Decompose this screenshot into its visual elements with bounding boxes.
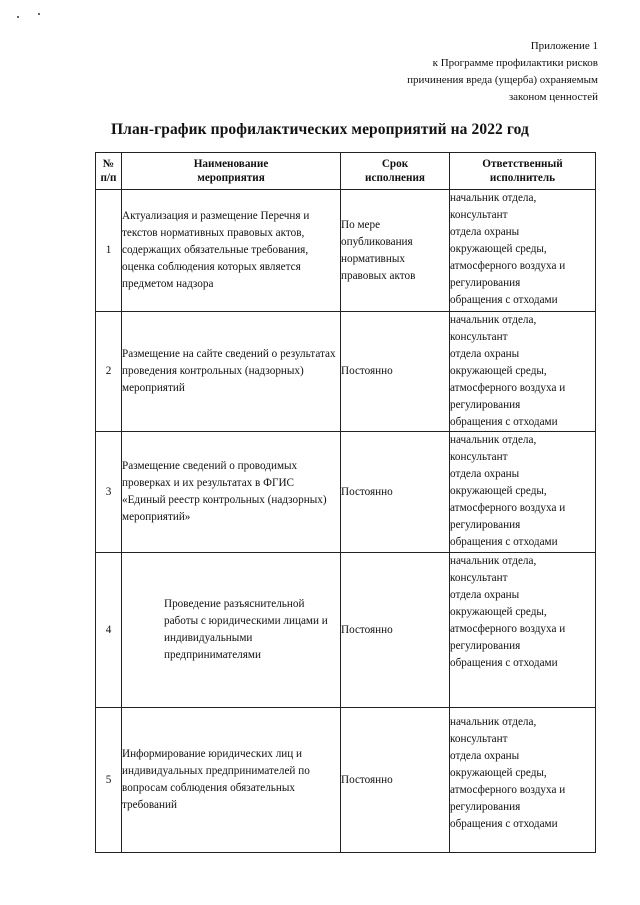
- appendix-line: причинения вреда (ущерба) охраняемым: [407, 74, 598, 86]
- responsible-line: начальник отдела,: [450, 555, 537, 567]
- activity-name: Размещение на сайте сведений о результатах проведения контрольных (надзорных) мероприятий: [122, 312, 341, 432]
- activity-term: Постоянно: [341, 553, 450, 708]
- responsible-line: регулирования: [450, 277, 521, 289]
- responsible-line: окружающей среды,: [450, 485, 547, 497]
- schedule-table: [95, 152, 596, 853]
- activity-term: По мере опубликования нормативных правовых актов: [341, 190, 450, 312]
- appendix-line: законом ценностей: [508, 91, 598, 103]
- responsible-line: отдела охраны: [450, 468, 520, 480]
- activity-term: Постоянно: [341, 708, 450, 853]
- responsible-line: начальник отдела,: [450, 716, 537, 728]
- responsible-line: обращения с отходами: [450, 657, 558, 669]
- row-number: 3: [96, 432, 122, 553]
- activity-term: Постоянно: [341, 312, 450, 432]
- header-term: [341, 153, 450, 190]
- row-number: 4: [96, 553, 122, 708]
- header-num-line2: п/п: [100, 172, 117, 184]
- header-num: [96, 153, 122, 190]
- scan-speck: [38, 13, 40, 15]
- responsible-line: атмосферного воздуха и: [450, 260, 566, 272]
- responsible-line: атмосферного воздуха и: [450, 502, 566, 514]
- responsible-line: регулирования: [450, 640, 521, 652]
- activity-name: Актуализация и размещение Перечня и текстов нормативных правовых актов, содержащих обязательные требования, оценка соблюдения которых является предметом надзора: [122, 190, 341, 312]
- responsible-line: обращения с отходами: [450, 416, 558, 428]
- table-header-row: [96, 153, 596, 190]
- responsible-line: консультант: [450, 733, 508, 745]
- appendix-block: [338, 38, 598, 106]
- responsible-line: консультант: [450, 572, 508, 584]
- header-name: [122, 153, 341, 190]
- table-row: [96, 553, 596, 708]
- responsible-line: окружающей среды,: [450, 767, 547, 779]
- responsible-line: консультант: [450, 331, 508, 343]
- table-row: [96, 432, 596, 553]
- responsible-cell: [450, 553, 596, 708]
- responsible-line: консультант: [450, 209, 508, 221]
- responsible-line: начальник отдела,: [450, 314, 537, 326]
- responsible-line: атмосферного воздуха и: [450, 382, 566, 394]
- responsible-line: окружающей среды,: [450, 365, 547, 377]
- responsible-line: окружающей среды,: [450, 606, 547, 618]
- header-name-line2: мероприятия: [197, 172, 265, 184]
- responsible-line: отдела охраны: [450, 750, 520, 762]
- responsible-cell: [450, 708, 596, 853]
- responsible-cell: [450, 432, 596, 553]
- header-resp-line1: Ответственный: [482, 158, 563, 170]
- header-term-line2: исполнения: [365, 172, 425, 184]
- activity-name: Размещение сведений о проводимых проверках и их результатах в ФГИС «Единый реестр контрольных (надзорных) мероприятий»: [122, 432, 341, 553]
- responsible-line: окружающей среды,: [450, 243, 547, 255]
- header-num-line1: №: [102, 158, 115, 170]
- activity-name: Информирование юридических лиц и индивидуальных предпринимателей по вопросам соблюдения обязательных требований: [122, 708, 341, 853]
- appendix-line: Приложение 1: [530, 40, 598, 52]
- responsible-line: отдела охраны: [450, 348, 520, 360]
- responsible-line: обращения с отходами: [450, 536, 558, 548]
- header-resp: [450, 153, 596, 190]
- responsible-line: атмосферного воздуха и: [450, 623, 566, 635]
- document-title: План-график профилактических мероприятий на 2022 год: [111, 121, 529, 138]
- header-resp-line2: исполнитель: [489, 172, 556, 184]
- responsible-line: отдела охраны: [450, 226, 520, 238]
- header-name-line1: Наименование: [193, 158, 269, 170]
- table-row: [96, 708, 596, 853]
- responsible-line: обращения с отходами: [450, 818, 558, 830]
- table-row: [96, 190, 596, 312]
- row-number: 1: [96, 190, 122, 312]
- responsible-cell: [450, 312, 596, 432]
- row-number: 2: [96, 312, 122, 432]
- responsible-line: обращения с отходами: [450, 294, 558, 306]
- responsible-line: начальник отдела,: [450, 192, 537, 204]
- scan-speck: [17, 16, 19, 18]
- row-number: 5: [96, 708, 122, 853]
- table-row: [96, 312, 596, 432]
- activity-term: Постоянно: [341, 432, 450, 553]
- appendix-line: к Программе профилактики рисков: [432, 57, 598, 69]
- responsible-cell: [450, 190, 596, 312]
- responsible-line: регулирования: [450, 519, 521, 531]
- responsible-line: консультант: [450, 451, 508, 463]
- responsible-line: атмосферного воздуха и: [450, 784, 566, 796]
- activity-name: Проведение разъяснительной работы с юридическими лицами и индивидуальными предпринимателями: [122, 553, 341, 708]
- responsible-line: отдела охраны: [450, 589, 520, 601]
- responsible-line: регулирования: [450, 399, 521, 411]
- responsible-line: начальник отдела,: [450, 434, 537, 446]
- header-term-line1: Срок: [381, 158, 409, 170]
- responsible-line: регулирования: [450, 801, 521, 813]
